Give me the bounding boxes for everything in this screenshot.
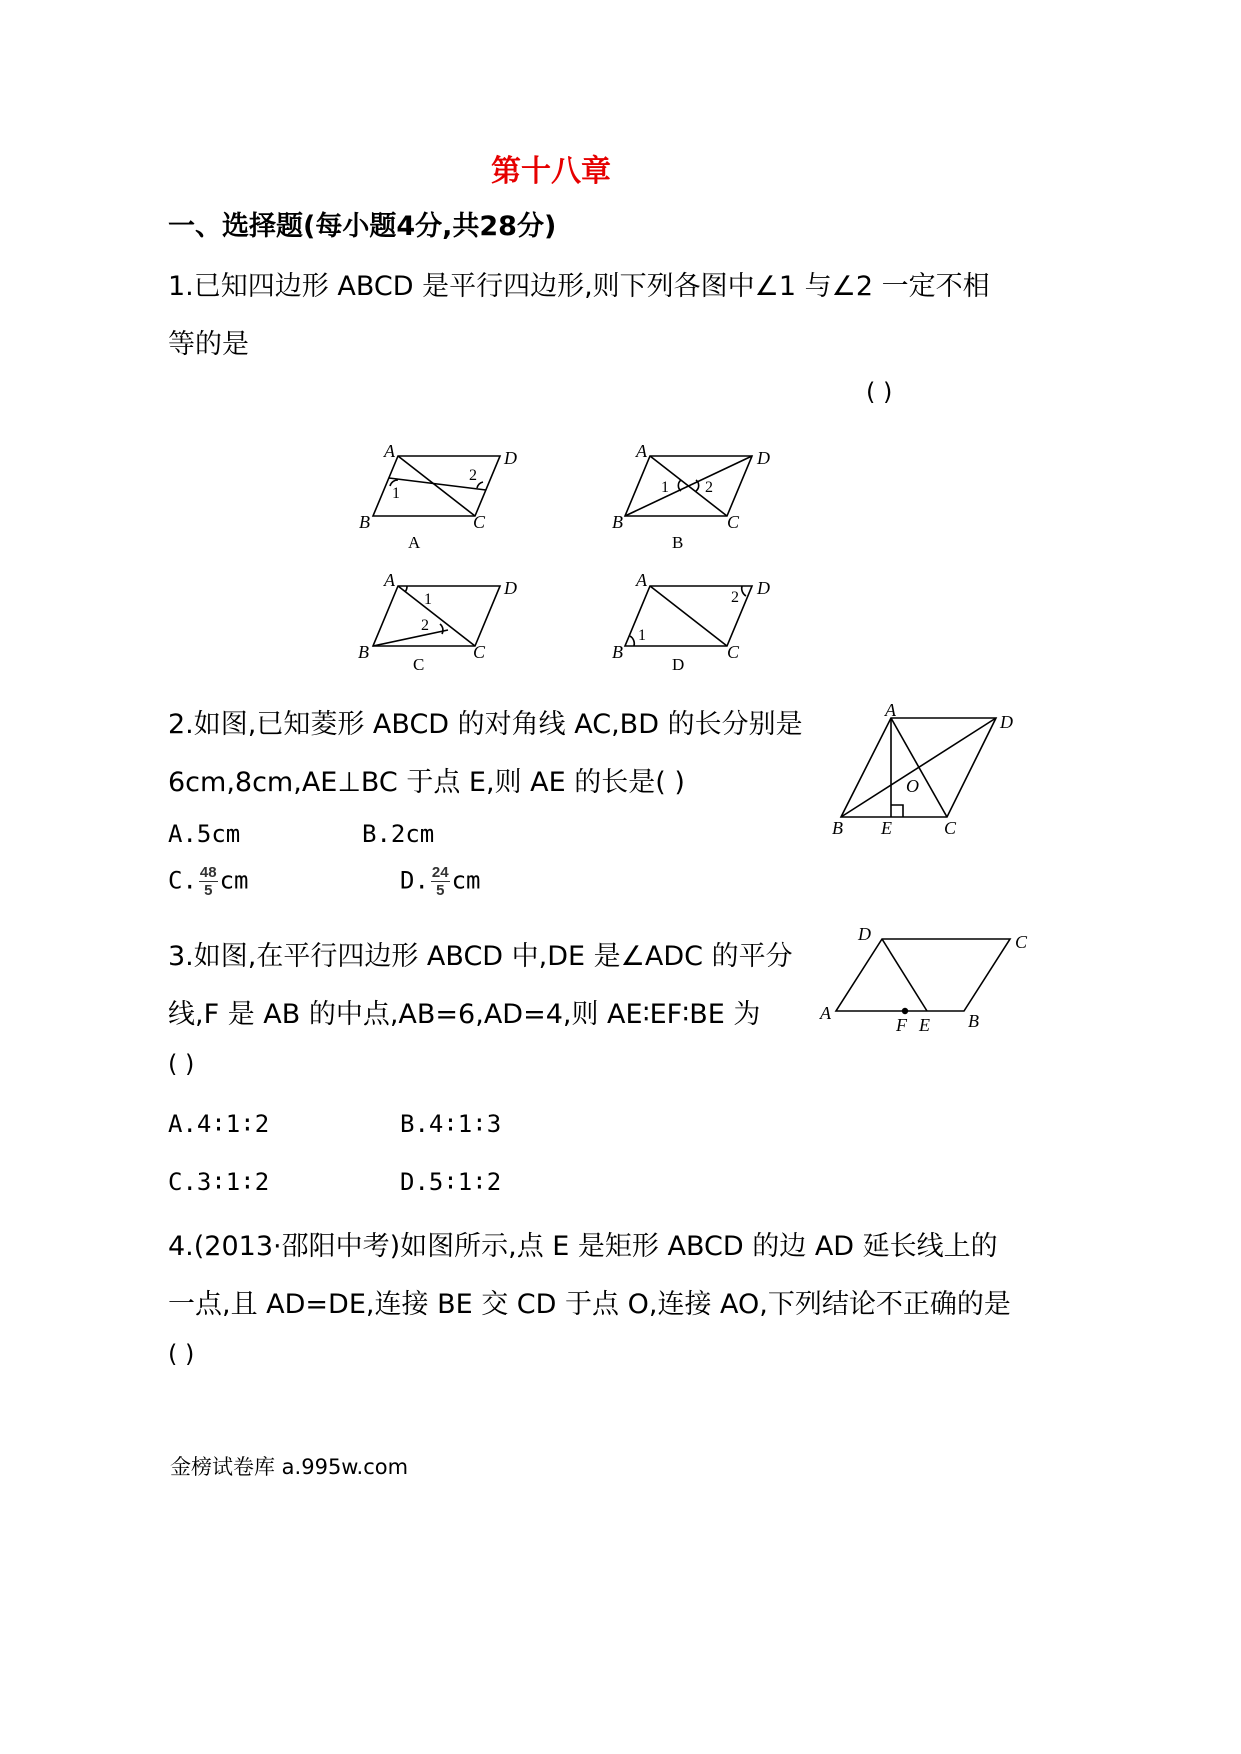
option-letter: C. [168, 866, 197, 895]
label-c: C [473, 642, 486, 662]
figure-caption: C [413, 655, 425, 674]
fraction [431, 864, 450, 899]
label-a: A [885, 700, 896, 720]
label-c: C [944, 818, 957, 838]
right-angle-mark [891, 805, 903, 817]
segment-from-b [373, 630, 448, 646]
footer-source: 金榜试卷库 a.995w.com [170, 1455, 409, 1479]
q2-text-line1: 2.如图,已知菱形 ABCD 的对角线 AC,BD 的长分别是 [168, 709, 803, 740]
figure-caption: D [672, 655, 685, 674]
denominator: 5 [436, 882, 445, 899]
q4-text-line1: 4.(2013·邵阳中考)如图所示,点 E 是矩形 ABCD 的边 AD 延长线上的 [168, 1231, 998, 1262]
label-c: C [727, 642, 740, 662]
label-o: O [906, 776, 919, 796]
label-b: B [832, 818, 843, 838]
diagonal-ac [398, 456, 475, 516]
label-b: B [612, 512, 623, 532]
angle-1-label: 1 [392, 485, 400, 502]
q2-option-c [168, 864, 249, 899]
q4-answer-bracket: ( ) [168, 1340, 195, 1368]
diagonal-ac [398, 586, 475, 646]
q2-rhombus-figure [820, 700, 1040, 845]
angle-1-label: 1 [638, 627, 646, 644]
q4-text-line2: 一点,且 AD=DE,连接 BE 交 CD 于点 O,连接 AO,下列结论不正确的是 [168, 1289, 1011, 1320]
q3-parallelogram-figure [810, 920, 1050, 1040]
numerator: 48 [199, 864, 217, 881]
diagonal-bd [625, 456, 752, 516]
angle-2-label: 2 [705, 479, 713, 496]
q1-figure-d [600, 566, 790, 686]
q1-figure-a [350, 436, 540, 556]
angle-1-arc [630, 636, 634, 646]
label-a: A [384, 570, 395, 590]
section-heading: 一、选择题(每小题4分,共28分) [168, 211, 557, 242]
label-b: B [968, 1011, 979, 1031]
label-d: D [1000, 712, 1013, 732]
label-a: A [820, 1003, 831, 1023]
q1-text-line2: 等的是 [168, 329, 249, 360]
angle-2-arc [742, 586, 746, 596]
diagonal-ac [650, 586, 727, 646]
label-d: D [757, 448, 770, 468]
q2-option-a: A.5cm [168, 820, 241, 848]
bisector-de [882, 939, 927, 1011]
q1-figure-c [350, 566, 540, 686]
q3-option-d: D.5∶1∶2 [400, 1168, 502, 1196]
angle-2-arc [477, 482, 483, 488]
angle-2-label: 2 [469, 467, 477, 484]
label-c: C [727, 512, 740, 532]
label-a: A [636, 570, 647, 590]
q3-text-line2: 线,F 是 AB 的中点,AB=6,AD=4,则 AE∶EF∶BE 为 [168, 999, 761, 1030]
option-letter: D. [400, 866, 429, 895]
q1-answer-bracket: ( ) [866, 378, 893, 406]
angle-1-label: 1 [424, 591, 432, 608]
angle-1-label: 1 [661, 479, 669, 496]
q1-figure-b [600, 436, 790, 556]
label-e: E [881, 818, 892, 838]
denominator: 5 [204, 882, 213, 899]
label-d: D [757, 578, 770, 598]
label-c: C [473, 512, 486, 532]
label-b: B [359, 512, 370, 532]
label-a: A [384, 441, 395, 461]
q2-option-b: B.2cm [362, 820, 435, 848]
label-e: E [919, 1015, 930, 1035]
q3-text-line1: 3.如图,在平行四边形 ABCD 中,DE 是∠ADC 的平分 [168, 941, 793, 972]
q2-text-line2: 6cm,8cm,AE⊥BC 于点 E,则 AE 的长是( ) [168, 767, 685, 798]
label-d: D [504, 578, 517, 598]
chapter-title: 第十八章 [491, 154, 611, 189]
q3-answer-bracket: ( ) [168, 1050, 195, 1078]
parallelogram-abcd [836, 939, 1010, 1011]
q2-option-d [400, 864, 481, 899]
q3-option-a: A.4∶1∶2 [168, 1110, 270, 1138]
label-c: C [1015, 932, 1028, 952]
label-d: D [504, 448, 517, 468]
label-d: D [858, 924, 871, 944]
fraction [199, 864, 218, 899]
angle-2-arc [440, 624, 443, 634]
diagonal-bd [841, 718, 996, 817]
midpoint-f-dot [902, 1008, 908, 1014]
q1-text-line1: 1.已知四边形 ABCD 是平行四边形,则下列各图中∠1 与∠2 一定不相 [168, 271, 990, 302]
q3-option-b: B.4∶1∶3 [400, 1110, 502, 1138]
label-b: B [612, 642, 623, 662]
angle-1-arc [405, 586, 407, 592]
unit: cm [219, 866, 249, 895]
figure-caption: A [408, 533, 421, 552]
angle-2-label: 2 [421, 617, 429, 634]
angle-2-label: 2 [731, 589, 739, 606]
figure-caption: B [672, 533, 684, 552]
label-a: A [636, 441, 647, 461]
unit: cm [451, 866, 481, 895]
label-b: B [358, 642, 369, 662]
numerator: 24 [431, 864, 449, 881]
label-f: F [896, 1015, 907, 1035]
q3-option-c: C.3∶1∶2 [168, 1168, 270, 1196]
